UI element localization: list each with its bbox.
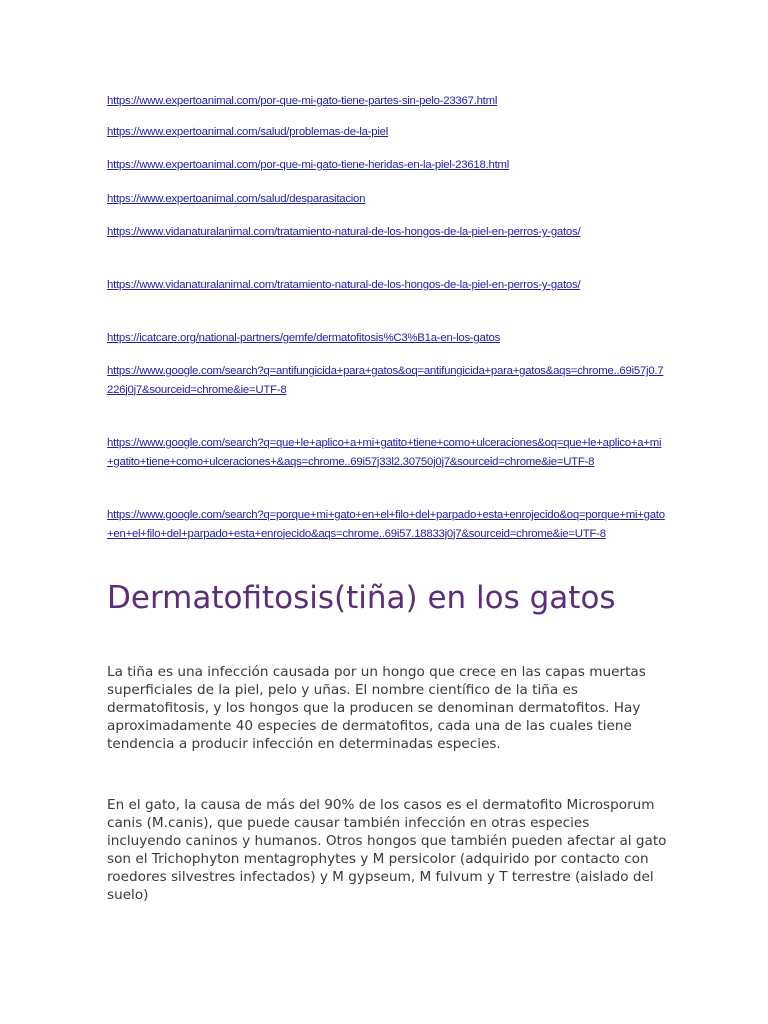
reference-link[interactable]: https://www.google.com/search?q=antifungicida+para+gatos&oq=antifungicida+para+gatos&aqs=chrome..69i57j0.7226j0j7&sourceid=chrome&ie=UTF-8	[107, 365, 664, 396]
reference-link[interactable]: https://icatcare.org/national-partners/gemfe/dermatofitosis%C3%B1a-en-los-gatos	[107, 332, 501, 344]
paragraph-intro: La tiña es una infección causada por un hongo que crece en las capas muertas superficiales de la piel, pelo y uñas. El nombre científico de la tiña es dermatofitosis, y los hongos que la producen se denominan dermatofitos. Hay aproximadamente 40 especies de dermatofitos, cada una de las cuales tiene tendencia a producir infección en determinadas especies.	[107, 664, 646, 752]
reference-link[interactable]: https://www.expertoanimal.com/salud/problemas-de-la-piel	[107, 126, 389, 138]
reference-link[interactable]: https://www.vidanaturalanimal.com/tratamiento-natural-de-los-hongos-de-la-piel-en-perros-y-gatos/	[107, 279, 581, 291]
section-heading: Dermatofitosis(tiña) en los gatos	[107, 580, 616, 616]
reference-link[interactable]: https://www.google.com/search?q=porque+mi+gato+en+el+filo+del+parpado+esta+enrojecido&oq=porque+mi+gato+en+el+filo+del+parpado+esta+enrojecido&aqs=chrome..69i57.18833j0j7&sourceid=chrome&ie=UTF-8	[107, 509, 665, 540]
reference-link[interactable]: https://www.expertoanimal.com/salud/desparasitacion	[107, 193, 366, 205]
reference-link[interactable]: https://www.google.com/search?q=que+le+aplico+a+mi+gatito+tiene+como+ulceraciones&oq=que+le+aplico+a+mi+gatito+tiene+como+ulceraciones+&aqs=chrome..69i57j33l2.30750j0j7&sourceid=chrome&ie=UTF-8	[107, 437, 662, 468]
reference-link[interactable]: https://www.expertoanimal.com/por-que-mi-gato-tiene-partes-sin-pelo-23367.html	[107, 95, 498, 107]
reference-link[interactable]: https://www.vidanaturalanimal.com/tratamiento-natural-de-los-hongos-de-la-piel-en-perros-y-gatos/	[107, 226, 581, 238]
reference-link[interactable]: https://www.expertoanimal.com/por-que-mi-gato-tiene-heridas-en-la-piel-23618.html	[107, 159, 510, 171]
paragraph-causes: En el gato, la causa de más del 90% de los casos es el dermatofito Microsporum canis (M.canis), que puede causar también infección en otras especies incluyendo caninos y humanos. Otros hongos que también pueden afectar al gato son el Trichophyton mentagrophytes y M persicolor (adquirido por contacto con roedores silvestres infectados) y M gypseum, M fulvum y T terrestre (aislado del suelo)	[107, 797, 667, 903]
